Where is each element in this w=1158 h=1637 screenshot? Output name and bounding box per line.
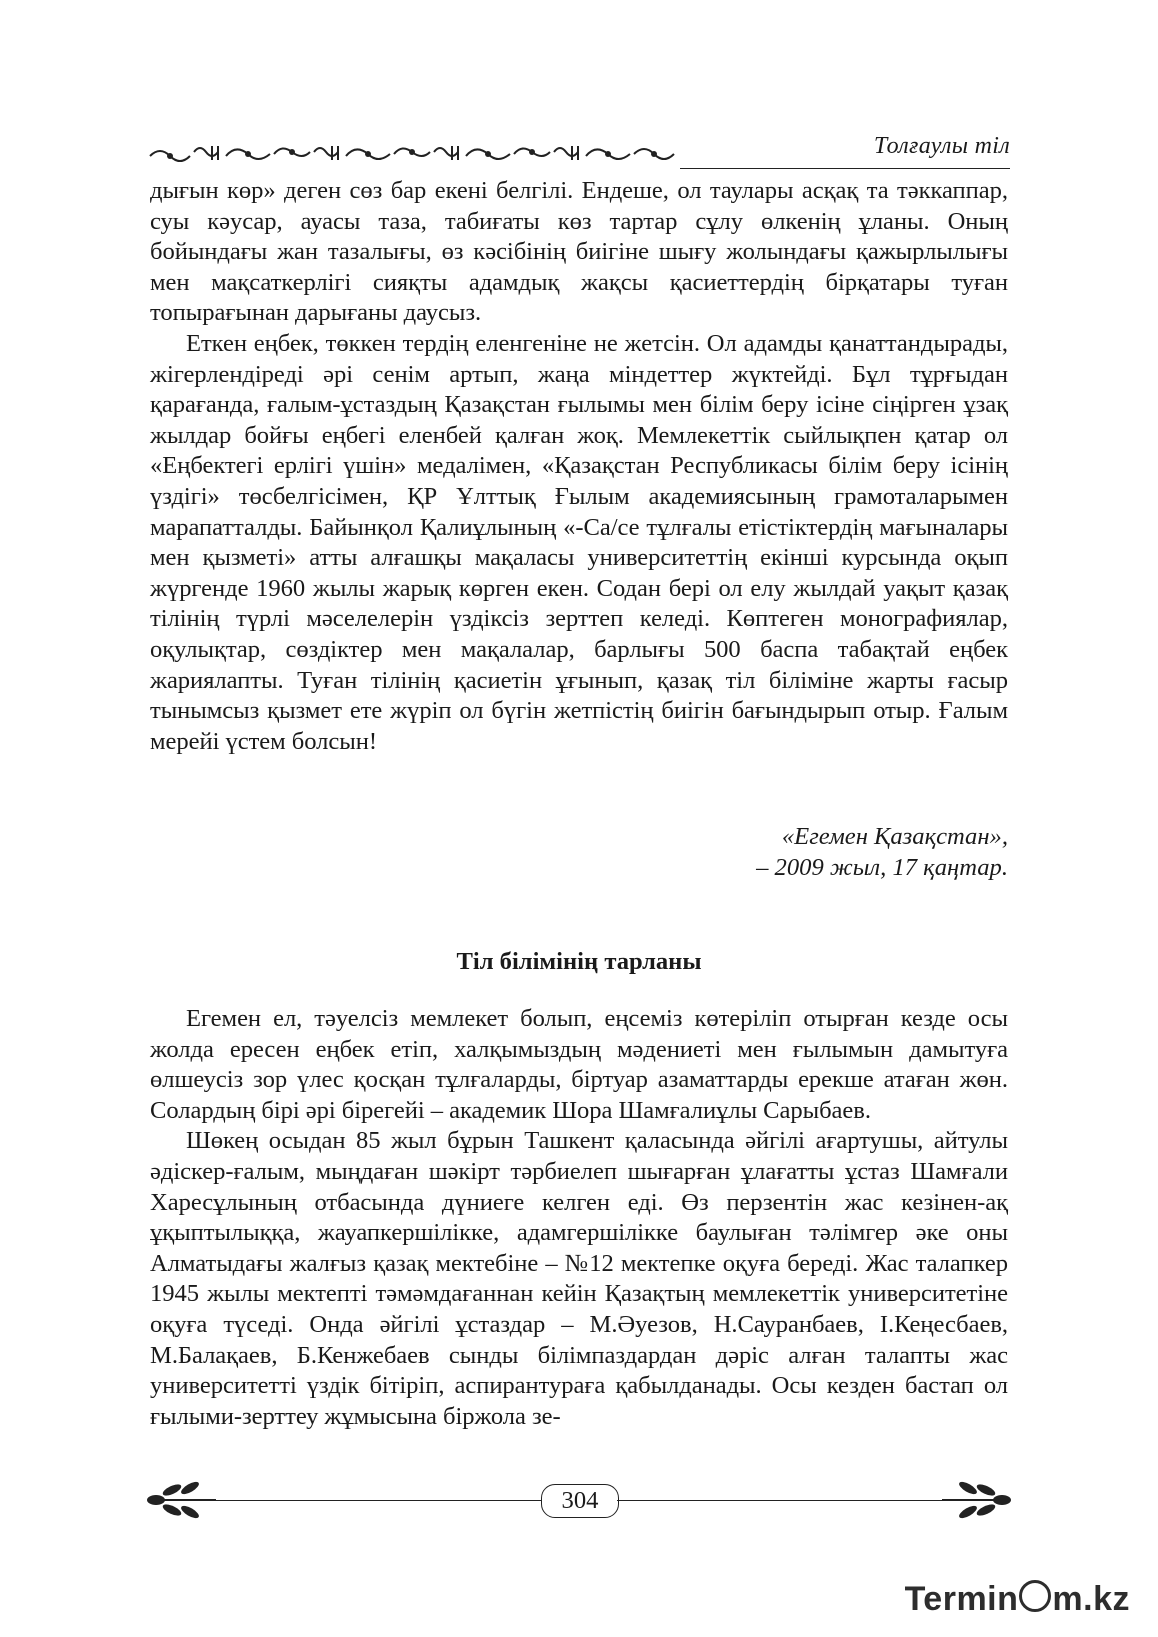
source-date: – 2009 жыл, 17 қаңтар. [756, 853, 1008, 881]
source-publication: «Егемен Қазақстан», [781, 823, 1008, 850]
footer-rule-right [617, 1500, 944, 1501]
article2-title: Тіл білімінің тарланы [456, 948, 702, 975]
laurel-leaf-left-icon [146, 1478, 216, 1522]
footer-rule-left [214, 1500, 541, 1501]
laurel-leaf-right-icon [942, 1478, 1012, 1522]
watermark-text-end: m.kz [1052, 1580, 1130, 1618]
header-scroll-ornament-icon [148, 138, 678, 168]
header-rule [680, 168, 1010, 169]
article1-body [150, 176, 1008, 757]
page-number: 304 [541, 1484, 619, 1518]
globe-icon [1019, 1580, 1051, 1612]
article2-paragraph-1: Егемен ел, тәуелсіз мемлекет болып, еңсеміз көтеріліп отырған кезде осы жолда ересен еңбек етіп, халқымыздың мәдениеті мен ғылымын дамытуға өлшеусіз зор үлес қосқан тұлғаларды, біртуар азаматтарды ерекше атаған жөн. Солардың бірі әрі бірегейі – академик Шора Шамғалиұлы Сарыбаев. [150, 1005, 1008, 1124]
article2-body [150, 1004, 1008, 1432]
article1-paragraph-1: дығын көр» деген сөз бар екені белгілі. Ендеше, ол таулары асқақ та тәккаппар, суы кәусар, ауасы таза, табиғаты көз тартар сұлу өлкенің ұланы. Оның бойындағы жан тазалығы, өз кәсібінің биігіне шығу жолындағы қажырлылығы мен мақсаткерлігі сияқты адамдық жақсы қасиеттердің бірқатары туған топырағынан дарығаны даусыз. [150, 177, 1008, 327]
article1-source [756, 822, 1008, 883]
running-title: Толғаулы тіл [873, 133, 1010, 159]
article1-paragraph-2: Еткен еңбек, төккен тердің еленгеніне не жетсін. Ол адамды қанаттандырады, жігерлендіреді әрі сенім артып, жаңа міндеттер жүктейді. Бұл тұрғыдан қарағанда, ғалым-ұстаздың Қазақстан ғылымы мен білім беру ісіне сіңірген ұзақ жылдар бойғы еңбегі еленбей қалған жоқ. Мемлекеттік сыйлықпен қатар ол «Еңбектегі ерлігі үшін» медалімен, «Қазақстан Республикасы білім беру ісінің үздігі» төсбелгісімен, ҚР Ұлттық Ғылым академиясының грамоталарымен марапатталды. Байынқол Қалиұлының «-Са/се тұлғалы етістіктердің мағыналары мен қызметі» атты алғашқы мақаласы университеттің екінші курсында оқып жүргенде 1960 жылы жарық көрген екен. Содан бері ол елу жылдай уақыт қазақ тілінің түрлі мәселелерін үздіксіз зерттеп келеді. Көптеген монографиялар, оқулықтар, сөздіктер мен мақалалар, барлығы 500 баспа табақтай еңбек жариялапты. Туған тілінің қасиетін ұғынып, қазақ тіл біліміне жарты ғасыр тынымсыз қызмет ете жүріп ол бүгін жетпістің биігін бағындырып отыр. Ғалым мерейі үстем болсын! [150, 329, 1008, 755]
article2-paragraph-2: Шөкең осыдан 85 жыл бұрын Ташкент қаласында әйгілі ағартушы, айтулы әдіскер-ғалым, мыңдаған шәкірт тәрбиелеп шығарған ұлағатты ұстаз Шамғали Харесұлының отбасында дүниеге келген еді. Өз перзентін жас кезінен-ақ ұқыптылыққа, жауапкершілікке, адамгершілікке баулыған тәлімгер әке оны Алматыдағы жалғыз қазақ мектебіне – №12 мектепке оқуға береді. Жас талапкер 1945 жылы мектепті тәмәмдағаннан кейін Қазақтың мемлекеттік университетіне оқуға түседі. Онда әйгілі ұстаздар – М.Әуезов, Н.Сауранбаев, І.Кеңесбаев, М.Балақаев, Б.Кенжебаев сынды білімпаздардан дәріс алған талапты жас университетті үздік бітіріп, аспирантураға қабылданады. Осы кезден бастап ол ғылыми-зерттеу жұмысына біржола зе- [150, 1127, 1008, 1430]
termincom-watermark [905, 1580, 1130, 1619]
watermark-text-start: Termin [904, 1580, 1019, 1618]
